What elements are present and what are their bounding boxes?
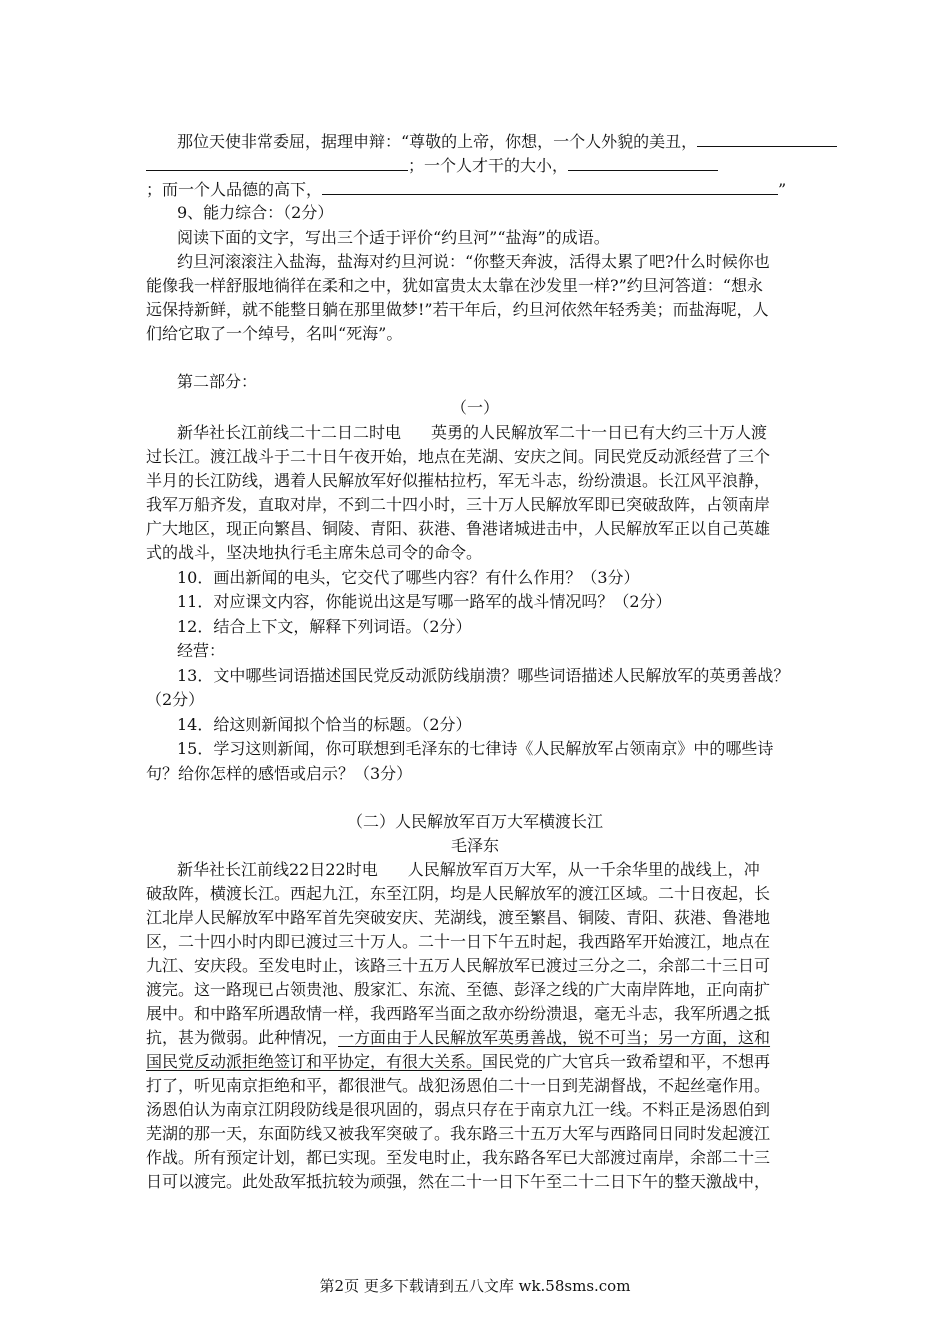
intro-text: 那位天使非常委屈，据理申辩：“尊敬的上帝，你想，一个人外貌的美丑， xyxy=(177,132,698,151)
intro-line-1 xyxy=(177,131,837,152)
intro-line-3 xyxy=(146,179,786,200)
news2-line: 江北岸人民解放军中路军首先突破安庆、芜湖线，渡至繁昌、铜陵、青阳、荻港、鲁港地 xyxy=(146,908,771,927)
answer-blank xyxy=(568,155,718,171)
news1-line: 式的战斗，坚决地执行毛主席朱总司令的命令。 xyxy=(146,543,483,562)
answer-blank xyxy=(146,155,408,171)
question-13-score: （2分） xyxy=(146,690,205,709)
news1-line: 广大地区，现正向繁昌、铜陵、青阳、荻港、鲁港诸城进击中，人民解放军正以自己英雄 xyxy=(146,519,771,538)
question-12: 12．结合上下文，解释下列词语。（2分） xyxy=(177,617,472,636)
news1-text: 英勇的人民解放军二十一日已有大约三十万人渡 xyxy=(431,423,768,442)
question-15-cont: 句？给你怎样的感悟或启示？（3分） xyxy=(146,764,413,783)
news2-line-underlined xyxy=(146,1028,770,1048)
question-11: 11．对应课文内容，你能说出这是写哪一路军的战斗情况吗？（2分） xyxy=(177,592,672,611)
question-10: 10．画出新闻的电头，它交代了哪些内容？有什么作用？（3分） xyxy=(177,568,640,587)
q9-title: 9、能力综合：（2分） xyxy=(177,203,334,222)
news2-line: 芜湖的那一天，东面防线又被我军突破了。我东路三十五万大军与西路同日同时发起渡江 xyxy=(146,1124,771,1143)
news2-text: 人民解放军百万大军，从一千余华里的战线上，冲 xyxy=(407,860,760,879)
question-13: 13．文中哪些词语描述国民党反动派防线崩溃？哪些词语描述人民解放军的英勇善战？ xyxy=(177,666,790,685)
question-15: 15．学习这则新闻，你可联想到毛泽东的七律诗《人民解放军占领南京》中的哪些诗 xyxy=(177,739,774,758)
news2-text: 抗，甚为微弱。此种情况， xyxy=(146,1028,339,1047)
section-1-label: （一） xyxy=(450,398,499,417)
news2-line-underlined xyxy=(146,1052,770,1072)
news2-dateline: 新华社长江前线22日22时电 xyxy=(177,860,378,879)
news1-dateline: 新华社长江前线二十二日二时电 xyxy=(177,423,402,442)
answer-blank xyxy=(322,179,778,195)
news2-line: 汤恩伯认为南京江阴段防线是很巩固的，弱点只存在于南京九江一线。不料正是汤恩伯到 xyxy=(146,1100,771,1119)
page-footer: 第2页 更多下载请到五八文库 wk.58sms.com xyxy=(319,1277,631,1295)
news2-line: 打了，听见南京拒绝和平，都很泄气。战犯汤恩伯二十一日到芜湖督战，不起丝毫作用。 xyxy=(146,1076,771,1095)
q9-passage-line: 约旦河滚滚注入盐海，盐海对约旦河说：“你整天奔波，活得太累了吧?什么时候你也 xyxy=(177,252,770,271)
news2-line: 九江、安庆段。至发电时止，该路三十五万人民解放军已渡过三分之二，余部二十三日可 xyxy=(146,956,771,975)
intro-text: ；一个人才干的大小， xyxy=(408,156,569,175)
news2-line: 作战。所有预定计划，都已实现。至发电时止，我东路各军已大部渡过南岸，余部二十三 xyxy=(146,1148,771,1167)
news1-first-line xyxy=(177,423,767,443)
news2-line: 日可以渡完。此处敌军抵抗较为顽强，然在二十一日下午至二十二日下午的整天激战中， xyxy=(146,1172,771,1191)
q9-passage-line: 能像我一样舒服地徜徉在柔和之中，犹如富贵太太靠在沙发里一样?”约旦河答道：“想永 xyxy=(146,276,763,295)
news2-line: 渡完。这一路现已占领贵池、殷家汇、东流、至德、彭泽之线的广大南岸阵地，正向南扩 xyxy=(146,980,771,999)
intro-text: ” xyxy=(778,180,787,199)
underlined-sentence: 一方面由于人民解放军英勇善战，锐不可当；另一方面，这和 xyxy=(338,1028,771,1047)
intro-text: ；而一个人品德的高下， xyxy=(146,180,323,199)
news2-line: 展中。和中路军所遇敌情一样，我西路军当面之敌亦纷纷溃退，毫无斗志，我军所遇之抵 xyxy=(146,1004,771,1023)
intro-line-2 xyxy=(146,155,718,176)
underlined-sentence: 国民党反动派拒绝签订和平协定，有很大关系。 xyxy=(146,1052,483,1071)
news1-line: 半月的长江防线，遇着人民解放军好似摧枯拉朽，军无斗志，纷纷溃退。长江风平浪静， xyxy=(146,471,771,490)
term-jingying: 经营： xyxy=(177,641,226,660)
news2-line: 区，二十四小时内即已渡过三十万人。二十一日下午五时起，我西路军开始渡江，地点在 xyxy=(146,932,771,951)
news1-line: 过长江。渡江战斗于二十日午夜开始，地点在芜湖、安庆之间。同民党反动派经营了三个 xyxy=(146,447,771,466)
news2-first-line xyxy=(177,860,760,880)
section-2-title: （二）人民解放军百万大军横渡长江 xyxy=(346,812,603,831)
question-14: 14．给这则新闻拟个恰当的标题。（2分） xyxy=(177,715,472,734)
q9-prompt: 阅读下面的文字，写出三个适于评价“约旦河”“盐海”的成语。 xyxy=(177,228,610,247)
answer-blank xyxy=(697,131,837,147)
news2-line: 破敌阵，横渡长江。西起九江，东至江阴，均是人民解放军的渡江区域。二十日夜起，长 xyxy=(146,884,771,903)
news1-line: 我军万船齐发，直取对岸，不到二十四小时，三十万人民解放军即已突破敌阵，占领南岸 xyxy=(146,495,771,514)
part2-heading: 第二部分： xyxy=(177,372,258,391)
q9-passage-line: 远保持新鲜，就不能整日躺在那里做梦!”若干年后，约旦河依然年轻秀美；而盐海呢，人 xyxy=(146,300,769,319)
q9-passage-line: 们给它取了一个绰号，名叫“死海”。 xyxy=(146,324,403,343)
section-2-author: 毛泽东 xyxy=(450,836,499,855)
news2-text: 国民党的广大官兵一致希望和平，不想再 xyxy=(482,1052,771,1071)
